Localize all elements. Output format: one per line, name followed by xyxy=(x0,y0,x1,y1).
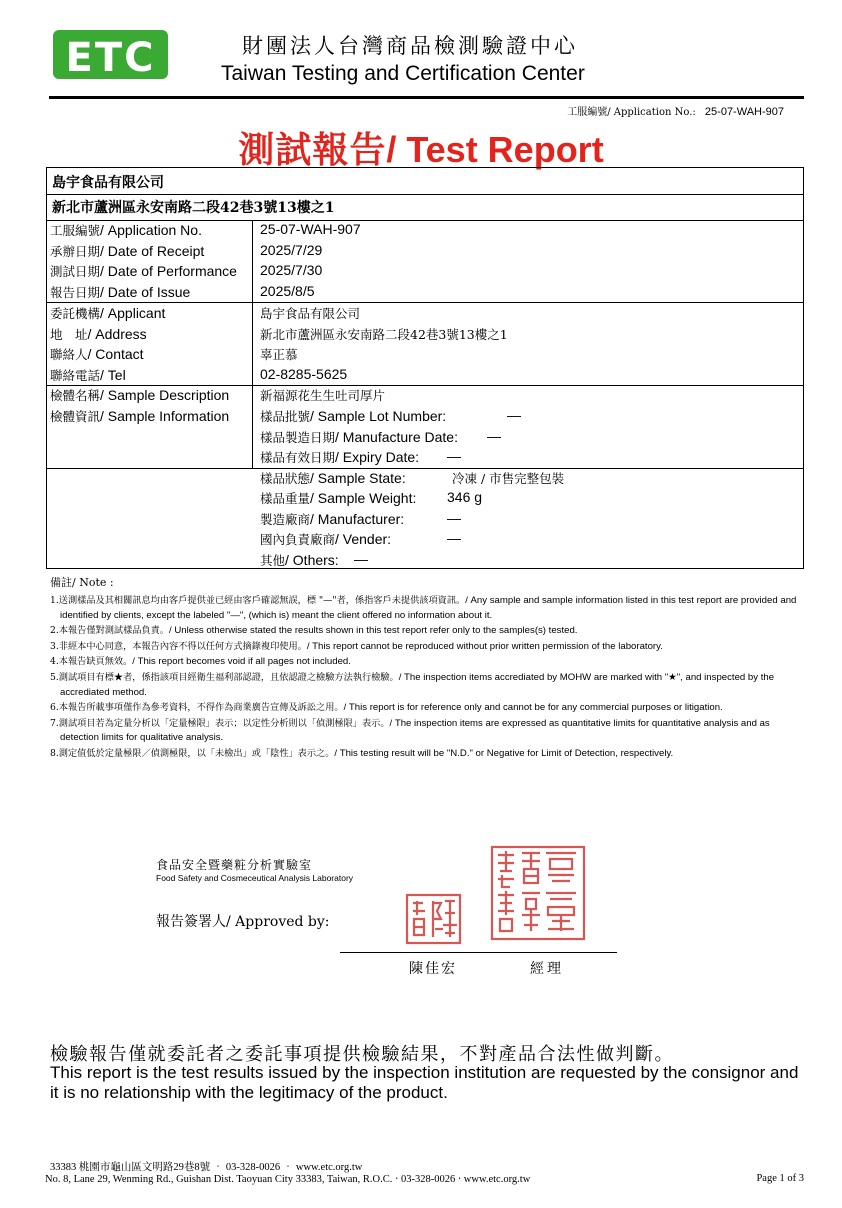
note-text-cn: 5.測試項目有標★者，係指該項目經衛生福利部認證，且依認證之檢驗方法執行檢驗。 xyxy=(50,671,399,683)
table-divider xyxy=(47,468,803,469)
table-divider xyxy=(47,302,803,303)
report-title-en: / Test Report xyxy=(386,129,604,170)
note-text-en: / This testing result will be "N.D." or Negative for Limit of Detection, respectively. xyxy=(334,747,674,759)
note-text-cn: 7.測試項目若為定量分析以「定量極限」表示；以定性分析則以「偵測極限」表示。 xyxy=(50,717,390,729)
footer-address-en: No. 8, Lane 29, Wenming Rd., Guishan Dist. Taoyuan City 33383, Taiwan, R.O.C. ‧ 03-328-0026 ‧ www.etc.org.tw xyxy=(45,1174,531,1185)
disclaimer-cn: 檢驗報告僅就委託者之委託事項提供檢驗結果，不對產品合法性做判斷。 xyxy=(50,1044,674,1065)
label-en: / Date of Performance xyxy=(100,263,237,279)
label-en: / Manufacturer: xyxy=(310,510,405,527)
application-no-header xyxy=(567,103,784,118)
sample-info-value: — xyxy=(447,448,461,464)
sample-info-row xyxy=(260,427,501,446)
label-cn: 聯絡人 xyxy=(50,347,88,362)
org-name-cn: 財團法人台灣商品檢測驗證中心 xyxy=(242,34,578,58)
note-text-en: / This report cannot be reproduced without prior written permission of the laboratory. xyxy=(306,640,663,652)
note-item xyxy=(50,624,802,639)
note-item xyxy=(50,640,802,655)
label-cn: 製造廠商 xyxy=(260,511,311,527)
label-cn: 地 址 xyxy=(50,326,88,342)
note-text-en: / The inspection items are expressed as quantitative limits for quantitative analysis and as detection limits for qualitative analysis. xyxy=(60,717,770,744)
label-en: / Sample Description xyxy=(100,387,230,403)
label-en: / Manufacture Date: xyxy=(335,428,458,445)
sample-info-value: — xyxy=(447,509,461,526)
sample-info-value: — xyxy=(487,427,501,444)
info-row-value: 2025/7/30 xyxy=(260,262,323,278)
label-en: / Contact xyxy=(87,346,144,362)
note-item xyxy=(50,671,802,700)
note-text-cn: 6.本報告所載事項僅作為參考資料，不得作為商業廣告宣傳及訴訟之用。 xyxy=(50,702,344,714)
label-cn: 委託機構 xyxy=(50,306,101,321)
report-info-table xyxy=(46,167,804,569)
org-name-en: Taiwan Testing and Certification Center xyxy=(221,62,585,85)
info-row-label xyxy=(50,221,202,239)
info-row-value: 辜正慕 xyxy=(260,347,298,362)
client-address: 新北市蘆洲區永安南路二段42巷3號13樓之1 xyxy=(52,200,335,216)
label-en: / Sample Information xyxy=(100,407,230,424)
info-row-label xyxy=(50,345,144,363)
label-cn: 樣品有效日期 xyxy=(260,450,336,465)
sample-info-row xyxy=(260,489,483,507)
info-row-value: 新福源花生生吐司厚片 xyxy=(260,388,386,403)
label-cn: 樣品狀態 xyxy=(260,470,311,486)
label-cn: 樣品重量 xyxy=(260,491,311,506)
client-name: 島宇食品有限公司 xyxy=(52,175,164,191)
label-en: / Applicant xyxy=(100,305,166,321)
application-no-header-label: 工服編號/ Application No.: xyxy=(567,107,696,118)
sample-info-row xyxy=(260,530,461,548)
note-text-en: / The inspection items accrediated by MOHW are marked with "★", and inspected by the accrediated method. xyxy=(60,671,775,698)
approved-by-label xyxy=(156,911,330,931)
note-text-cn: 8.測定值低於定量極限／偵測極限，以「未檢出」或「陰性」表示之。 xyxy=(50,747,335,759)
table-divider xyxy=(47,385,803,386)
label-cn: 測試日期 xyxy=(50,264,101,279)
note-item xyxy=(50,717,802,746)
label-cn: 檢體名稱 xyxy=(50,388,101,403)
header-divider xyxy=(49,96,804,99)
table-divider xyxy=(47,194,803,195)
label-cn: 報告日期 xyxy=(50,284,101,300)
label-cn: 國內負責廠商 xyxy=(260,532,336,547)
sample-info-row xyxy=(260,448,461,466)
sample-info-value: 冷凍 / 市售完整包裝 xyxy=(452,470,565,486)
info-row-label xyxy=(50,325,147,343)
info-row-value: 島宇食品有限公司 xyxy=(260,306,361,321)
info-row-label xyxy=(50,262,237,280)
note-text-en: / Unless otherwise stated the results shown in this test report refer only to the samples(s) tested. xyxy=(169,625,578,637)
label-cn: 樣品批號 xyxy=(260,409,311,424)
notes-heading: 備註/ Note : xyxy=(50,576,114,589)
signer-seal-icon xyxy=(405,893,462,945)
lab-name-cn: 食品安全暨藥粧分析實驗室 xyxy=(156,858,313,872)
note-item xyxy=(50,655,802,670)
note-item xyxy=(50,701,802,716)
label-en: / Others: xyxy=(285,551,339,568)
info-row-value: 新北市蘆洲區永安南路二段42巷3號13樓之1 xyxy=(260,326,508,342)
sample-info-value: — xyxy=(354,550,368,567)
label-en: / Date of Issue xyxy=(100,283,191,300)
label-en: / Tel xyxy=(100,366,126,383)
application-no-header-value: 25-07-WAH-907 xyxy=(704,106,784,118)
note-text-cn: 3.非經本中心同意，本報告內容不得以任何方式摘錄複印使用。 xyxy=(50,640,307,652)
info-row-label xyxy=(50,304,165,322)
sample-info-row xyxy=(260,550,368,569)
label-en: / Date of Receipt xyxy=(100,242,205,259)
note-item xyxy=(50,747,802,762)
sample-info-value: — xyxy=(507,407,521,423)
label-cn: 工服編號 xyxy=(50,223,101,238)
label-en: / Address xyxy=(87,325,147,342)
note-text-cn: 1.送測樣品及其相關訊息均由客戶提供並已經由客戶確認無誤，標 "—"者，係指客戶未提供該項資訊。 xyxy=(50,595,466,606)
info-row-label xyxy=(50,407,229,425)
label-en: / Sample Weight: xyxy=(310,490,417,506)
lab-name-en: Food Safety and Cosmeceutical Analysis Laboratory xyxy=(156,873,354,883)
sample-info-row xyxy=(260,509,461,528)
disclaimer-en: This report is the test results issued by the inspection institution are requested by the consignor and it is no relationship with the legitimacy of the product. xyxy=(50,1063,799,1102)
signature-line xyxy=(340,952,617,953)
label-en: / Vender: xyxy=(335,531,392,547)
label-en: / Sample State: xyxy=(310,469,406,486)
report-title xyxy=(0,122,842,173)
label-cn: 檢體資訊 xyxy=(50,408,101,424)
label-en: / Sample Lot Number: xyxy=(310,408,447,424)
sample-info-row xyxy=(260,469,565,487)
label-en: / Application No. xyxy=(100,222,202,238)
note-text-en: / This report is for reference only and cannot be for any commercial purposes or litigation. xyxy=(343,702,723,714)
table-column-divider xyxy=(252,221,253,469)
company-seal-icon xyxy=(490,845,586,941)
approved-by-text: 報告簽署人/ Approved by: xyxy=(156,914,330,930)
info-row-value: 2025/7/29 xyxy=(260,241,323,258)
etc-logo xyxy=(53,30,168,79)
logo-text: ETC xyxy=(65,35,156,79)
info-row-label xyxy=(50,283,190,301)
label-cn: 樣品製造日期 xyxy=(260,429,336,445)
label-cn: 其他 xyxy=(260,552,286,568)
notes-list xyxy=(50,594,802,763)
info-row-label xyxy=(50,242,204,260)
sample-info-value: 346 g xyxy=(447,489,483,505)
signer-name: 陳佳宏 xyxy=(409,961,457,977)
info-row-value: 25-07-WAH-907 xyxy=(260,221,361,237)
page-number: Page 1 of 3 xyxy=(756,1173,804,1184)
info-row-value: 02-8285-5625 xyxy=(260,365,348,382)
note-text-cn: 4.本報告缺頁無效。 xyxy=(50,656,133,668)
note-text-en: / This report becomes void if all pages not included. xyxy=(132,656,351,668)
info-row-label xyxy=(50,386,229,404)
report-title-cn: 測試報告 xyxy=(238,129,387,171)
note-item xyxy=(50,594,802,623)
note-text-cn: 2.本報告僅對測試樣品負責。 xyxy=(50,625,170,637)
note-text-en: / Any sample and sample information listed in this test report are provided and identified by clients, except the labeled "—", (which is) meant the client offered no information about it. xyxy=(60,595,797,621)
info-row-label xyxy=(50,366,126,384)
sample-info-row xyxy=(260,407,521,425)
sample-info-value: — xyxy=(447,530,461,546)
label-en: / Expiry Date: xyxy=(335,449,420,465)
footer-address-cn: 33383 桃園市龜山區文明路29巷8號 ‧ 03-328-0026 ‧ www.etc.org.tw xyxy=(50,1162,363,1173)
label-cn: 承辦日期 xyxy=(50,243,101,259)
label-cn: 聯絡電話 xyxy=(50,367,101,383)
info-row-value: 2025/8/5 xyxy=(260,282,315,299)
signer-title: 經理 xyxy=(530,961,564,977)
